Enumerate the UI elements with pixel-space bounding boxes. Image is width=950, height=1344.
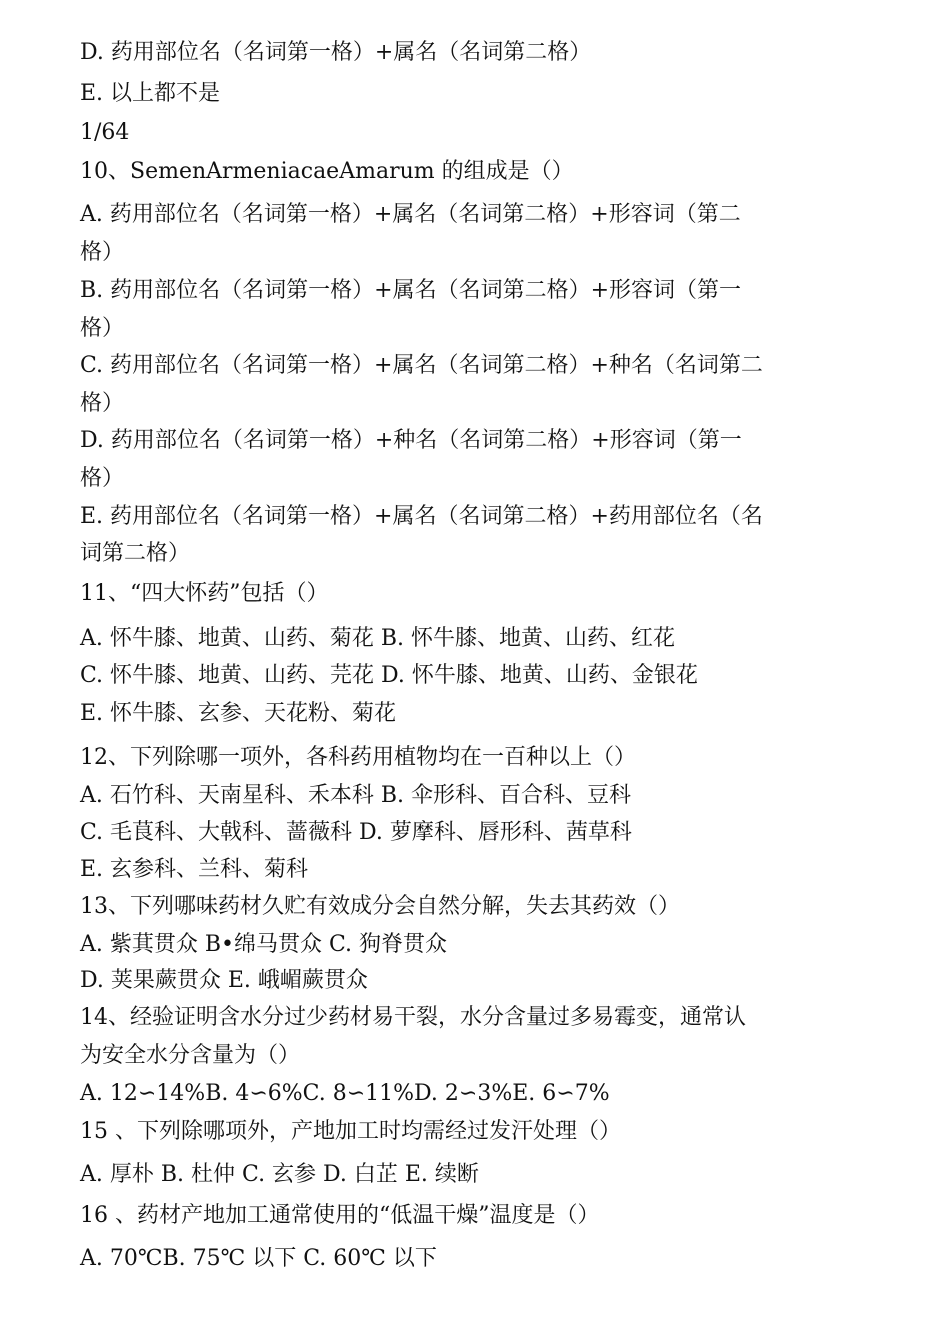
option-line: A. 怀牛膝、地黄、山药、菊花 B. 怀牛膝、地黄、山药、红花 bbox=[80, 626, 676, 651]
page-number: 1/64 bbox=[80, 120, 130, 145]
option-line: A. 石竹科、天南星科、禾本科 B. 伞形科、百合科、豆科 bbox=[80, 783, 632, 808]
option-line: D. 药用部位名（名词第一格）+种名（名词第二格）+形容词（第一 bbox=[80, 428, 742, 453]
option-line: A. 70℃B. 75℃ 以下 C. 60℃ 以下 bbox=[80, 1246, 437, 1271]
option-line: A. 紫萁贯众 B•绵马贯众 C. 狗脊贯众 bbox=[80, 932, 448, 957]
option-line: D. 荚果蕨贯众 E. 峨嵋蕨贯众 bbox=[80, 968, 368, 993]
option-line: 词第二格） bbox=[80, 541, 191, 566]
question-14-cont: 为安全水分含量为（） bbox=[80, 1043, 301, 1068]
option-line: B. 药用部位名（名词第一格）+属名（名词第二格）+形容词（第一 bbox=[80, 278, 742, 303]
question-10: 10、SemenArmeniacaeAmarum 的组成是（） bbox=[80, 159, 574, 184]
question-14: 14、经验证明含水分过少药材易干裂，水分含量过多易霉变，通常认 bbox=[80, 1005, 746, 1030]
text-line: D. 药用部位名（名词第一格）+属名（名词第二格） bbox=[80, 40, 592, 65]
option-line: 格） bbox=[80, 240, 125, 265]
option-line: A. 12∽14%B. 4∽6%C. 8∽11%D. 2∽3%E. 6∽7% bbox=[80, 1081, 610, 1106]
document-page bbox=[80, 0, 880, 1344]
question-13: 13、下列哪味药材久贮有效成分会自然分解，失去其药效（） bbox=[80, 894, 680, 919]
option-line: 格） bbox=[80, 316, 125, 341]
question-15: 15 、下列除哪项外，产地加工时均需经过发汗处理（） bbox=[80, 1119, 621, 1144]
question-12: 12、下列除哪一项外，各科药用植物均在一百种以上（） bbox=[80, 745, 636, 770]
option-line: E. 药用部位名（名词第一格）+属名（名词第二格）+药用部位名（名 bbox=[80, 504, 763, 529]
question-16: 16 、药材产地加工通常使用的“低温干燥”温度是（） bbox=[80, 1203, 600, 1228]
option-line: C. 毛茛科、大戟科、蔷薇科 D. 萝摩科、唇形科、茜草科 bbox=[80, 820, 632, 845]
option-line: A. 药用部位名（名词第一格）+属名（名词第二格）+形容词（第二 bbox=[80, 202, 741, 227]
text-line: E. 以上都不是 bbox=[80, 81, 221, 106]
option-line: C. 怀牛膝、地黄、山药、芫花 D. 怀牛膝、地黄、山药、金银花 bbox=[80, 663, 698, 688]
option-line: C. 药用部位名（名词第一格）+属名（名词第二格）+种名（名词第二 bbox=[80, 353, 763, 378]
option-line: E. 玄参科、兰科、菊科 bbox=[80, 857, 309, 882]
option-line: A. 厚朴 B. 杜仲 C. 玄参 D. 白芷 E. 续断 bbox=[80, 1162, 479, 1187]
option-line: E. 怀牛膝、玄参、天花粉、菊花 bbox=[80, 701, 397, 726]
option-line: 格） bbox=[80, 466, 125, 491]
option-line: 格） bbox=[80, 391, 125, 416]
question-11: 11、“四大怀药”包括（） bbox=[80, 581, 329, 606]
